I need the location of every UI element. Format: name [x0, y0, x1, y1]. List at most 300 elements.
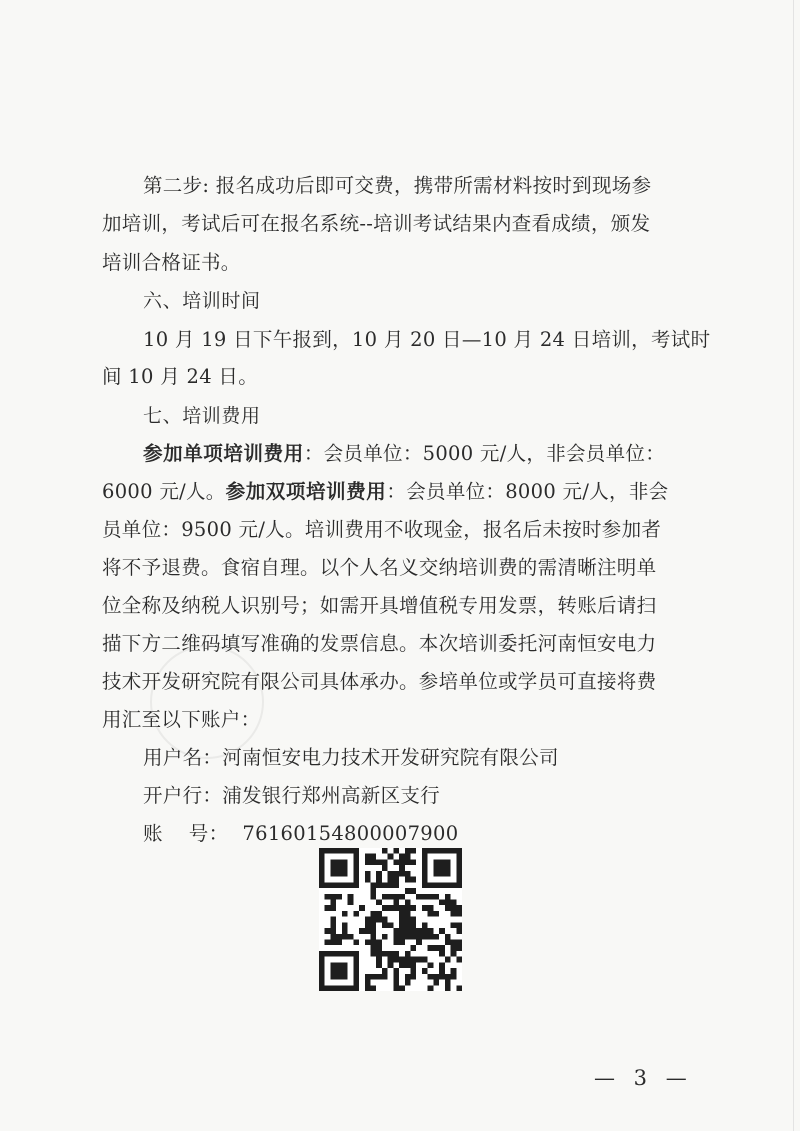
qr-module — [330, 934, 336, 940]
qr-module — [388, 951, 394, 957]
qr-module — [456, 865, 462, 871]
qr-module — [439, 974, 445, 980]
qr-module — [451, 922, 457, 928]
single-fee-nonmember: 6000 元/人。 — [102, 480, 226, 503]
qr-module — [365, 980, 371, 986]
qr-module — [370, 859, 376, 865]
qr-module — [336, 985, 342, 991]
qr-module — [325, 928, 331, 934]
qr-module — [393, 974, 399, 980]
qr-module — [342, 968, 348, 974]
single-fee-text: ：会员单位：5000 元/人，非会员单位： — [303, 442, 666, 465]
qr-module — [382, 848, 388, 854]
qr-module — [433, 980, 439, 986]
qr-module — [330, 922, 336, 928]
account-number-label: 账 号： — [143, 822, 229, 845]
account-name-line: 用户名：河南恒安电力技术开发研究院有限公司 — [143, 746, 559, 769]
qr-module — [433, 974, 439, 980]
qr-module — [353, 877, 359, 883]
qr-module — [405, 980, 411, 986]
qr-module — [445, 899, 451, 905]
qr-module — [353, 974, 359, 980]
qr-module — [405, 922, 411, 928]
qr-module — [451, 905, 457, 911]
qr-module — [393, 951, 399, 957]
qr-module — [388, 871, 394, 877]
qr-module — [325, 940, 331, 946]
qr-module — [422, 957, 428, 963]
qr-module — [456, 940, 462, 946]
paragraph-line: 将不予退费。食宿自理。以个人名义交纳培训费的需清晰注明单 — [102, 556, 657, 579]
qr-module — [365, 917, 371, 923]
qr-module — [319, 859, 325, 865]
qr-module — [411, 848, 417, 854]
qr-module — [433, 865, 439, 871]
paragraph-line: 技术开发研究院有限公司具体承办。参培单位或学员可直接将费 — [102, 670, 657, 693]
qr-module — [405, 848, 411, 854]
account-number-value: 76160154800007900 — [242, 822, 459, 845]
qr-module — [411, 934, 417, 940]
paragraph-line: 培训合格证书。 — [102, 251, 241, 274]
qr-module — [365, 877, 371, 883]
qr-module — [336, 940, 342, 946]
qr-module — [393, 928, 399, 934]
qr-module — [416, 894, 422, 900]
qr-module — [393, 968, 399, 974]
qr-module — [348, 985, 354, 991]
qr-module — [382, 859, 388, 865]
qr-module — [330, 985, 336, 991]
qr-module — [399, 962, 405, 968]
section-heading-training-time: 六、培训时间 — [143, 290, 261, 312]
qr-module — [319, 951, 325, 957]
qr-module — [422, 894, 428, 900]
qr-module — [319, 957, 325, 963]
faint-stamp-mark — [150, 645, 264, 759]
qr-module — [422, 848, 428, 854]
qr-module — [342, 848, 348, 854]
qr-module — [325, 905, 331, 911]
qr-module — [330, 848, 336, 854]
qr-module — [445, 980, 451, 986]
qr-module — [451, 911, 457, 917]
qr-module — [353, 980, 359, 986]
qr-module — [405, 957, 411, 963]
qr-module — [382, 894, 388, 900]
qr-module — [399, 905, 405, 911]
qr-module — [365, 859, 371, 865]
qr-module — [428, 911, 434, 917]
double-fee-label: 参加双项培训费用 — [225, 480, 387, 503]
qr-module — [416, 940, 422, 946]
qr-module — [348, 882, 354, 888]
qr-module — [405, 951, 411, 957]
qr-module — [456, 957, 462, 963]
qr-module — [376, 951, 382, 957]
qr-module — [353, 940, 359, 946]
qr-module — [382, 882, 388, 888]
qr-module — [445, 940, 451, 946]
qr-module — [399, 940, 405, 946]
qr-module — [388, 922, 394, 928]
qr-module — [330, 871, 336, 877]
qr-module — [422, 865, 428, 871]
qr-module — [433, 882, 439, 888]
qr-module — [330, 940, 336, 946]
qr-module — [330, 928, 336, 934]
qr-module — [342, 974, 348, 980]
qr-module — [319, 968, 325, 974]
fee-line-single — [143, 441, 743, 467]
qr-module — [399, 871, 405, 877]
qr-module — [399, 865, 405, 871]
qr-module — [456, 882, 462, 888]
qr-module — [411, 962, 417, 968]
qr-module — [336, 865, 342, 871]
qr-module — [445, 974, 451, 980]
qr-module — [422, 928, 428, 934]
qr-module — [342, 865, 348, 871]
qr-module — [405, 871, 411, 877]
qr-module — [416, 928, 422, 934]
qr-module — [393, 940, 399, 946]
qr-module — [456, 854, 462, 860]
qr-module — [433, 934, 439, 940]
qr-module — [382, 974, 388, 980]
qr-module — [370, 934, 376, 940]
qr-module — [365, 974, 371, 980]
qr-module — [445, 985, 451, 991]
qr-module — [325, 882, 331, 888]
qr-module — [376, 945, 382, 951]
qr-module — [336, 894, 342, 900]
paragraph-line: 用汇至以下账户： — [102, 708, 261, 731]
qr-module — [399, 917, 405, 923]
qr-module — [422, 882, 428, 888]
qr-module — [405, 859, 411, 865]
qr-module — [325, 985, 331, 991]
qr-module — [370, 951, 376, 957]
qr-module — [433, 911, 439, 917]
qr-module — [353, 957, 359, 963]
qr-module — [411, 905, 417, 911]
qr-module — [439, 871, 445, 877]
qr-module — [319, 865, 325, 871]
qr-module — [342, 985, 348, 991]
qr-module — [336, 951, 342, 957]
qr-module — [370, 911, 376, 917]
qr-module — [422, 859, 428, 865]
qr-module — [353, 871, 359, 877]
qr-module — [451, 945, 457, 951]
qr-module — [439, 968, 445, 974]
qr-module — [370, 974, 376, 980]
qr-module — [428, 934, 434, 940]
qr-module — [445, 865, 451, 871]
qr-module — [399, 894, 405, 900]
qr-module — [365, 922, 371, 928]
qr-module — [330, 962, 336, 968]
qr-module — [399, 934, 405, 940]
qr-module — [376, 859, 382, 865]
qr-module — [342, 951, 348, 957]
qr-module — [376, 877, 382, 883]
qr-module — [439, 882, 445, 888]
qr-module — [439, 962, 445, 968]
qr-module — [428, 905, 434, 911]
qr-module — [439, 859, 445, 865]
fee-line-double — [102, 479, 702, 505]
qr-module — [456, 928, 462, 934]
qr-module — [399, 985, 405, 991]
qr-module — [405, 934, 411, 940]
qr-module — [382, 917, 388, 923]
qr-module — [319, 877, 325, 883]
qr-module — [456, 877, 462, 883]
qr-module — [330, 865, 336, 871]
qr-module — [359, 905, 365, 911]
qr-module — [393, 957, 399, 963]
qr-module — [382, 905, 388, 911]
qr-module — [405, 888, 411, 894]
paragraph-line: 描下方二维码填写准确的发票信息。本次培训委托河南恒安电力 — [102, 632, 657, 655]
qr-module — [336, 962, 342, 968]
qr-module — [388, 854, 394, 860]
qr-module — [433, 945, 439, 951]
qr-module — [393, 848, 399, 854]
qr-module — [388, 877, 394, 883]
qr-module — [353, 985, 359, 991]
section-heading-training-fee: 七、培训费用 — [143, 405, 261, 427]
paragraph-line: 加培训，考试后可在报名系统--培训考试结果内查看成绩，颁发 — [102, 212, 651, 235]
qr-module — [388, 962, 394, 968]
qr-module — [422, 934, 428, 940]
qr-module — [428, 985, 434, 991]
qr-module — [370, 985, 376, 991]
qr-module — [399, 957, 405, 963]
qr-module — [405, 928, 411, 934]
qr-module — [411, 917, 417, 923]
qr-module — [376, 917, 382, 923]
qr-module — [342, 962, 348, 968]
qr-module — [451, 848, 457, 854]
qr-module — [342, 911, 348, 917]
qr-module — [370, 888, 376, 894]
qr-module — [353, 865, 359, 871]
qr-module — [422, 854, 428, 860]
invoice-qr-code[interactable] — [319, 848, 462, 991]
qr-module — [411, 957, 417, 963]
qr-module — [428, 945, 434, 951]
qr-module — [365, 871, 371, 877]
qr-module — [456, 859, 462, 865]
qr-module — [439, 848, 445, 854]
qr-module — [370, 894, 376, 900]
qr-module — [336, 882, 342, 888]
qr-module — [370, 854, 376, 860]
qr-module — [393, 980, 399, 986]
qr-module — [445, 905, 451, 911]
qr-module — [428, 882, 434, 888]
qr-module — [353, 848, 359, 854]
qr-module — [451, 899, 457, 905]
qr-module — [365, 985, 371, 991]
qr-module — [416, 957, 422, 963]
qr-module — [405, 854, 411, 860]
qr-module — [416, 934, 422, 940]
qr-module — [433, 871, 439, 877]
qr-module — [422, 877, 428, 883]
qr-module — [319, 848, 325, 854]
page-number: — 3 — — [594, 1066, 693, 1090]
qr-module — [411, 968, 417, 974]
qr-module — [399, 922, 405, 928]
qr-module — [428, 894, 434, 900]
qr-module — [365, 940, 371, 946]
qr-module — [376, 957, 382, 963]
qr-module — [330, 968, 336, 974]
qr-module — [422, 871, 428, 877]
qr-module — [393, 899, 399, 905]
qr-module — [336, 871, 342, 877]
qr-module — [319, 854, 325, 860]
double-fee-text: ：会员单位：8000 元/人，非会 — [386, 480, 669, 503]
qr-module — [342, 871, 348, 877]
qr-module — [445, 848, 451, 854]
qr-module — [399, 911, 405, 917]
qr-module — [319, 882, 325, 888]
qr-module — [456, 848, 462, 854]
qr-module — [445, 894, 451, 900]
qr-module — [342, 934, 348, 940]
qr-module — [411, 974, 417, 980]
qr-module — [439, 928, 445, 934]
qr-module — [422, 922, 428, 928]
qr-module — [330, 882, 336, 888]
qr-module — [376, 899, 382, 905]
page-edge — [793, 0, 794, 1131]
qr-module — [388, 894, 394, 900]
qr-module — [428, 848, 434, 854]
qr-module — [399, 854, 405, 860]
qr-module — [428, 928, 434, 934]
qr-module — [445, 871, 451, 877]
qr-module — [330, 894, 336, 900]
qr-module — [388, 905, 394, 911]
qr-module — [422, 968, 428, 974]
qr-module — [393, 985, 399, 991]
qr-module — [405, 877, 411, 883]
qr-module — [330, 917, 336, 923]
paragraph-line: 间 10 月 24 日。 — [102, 365, 259, 388]
qr-module — [325, 951, 331, 957]
qr-module — [325, 848, 331, 854]
qr-module — [342, 922, 348, 928]
qr-module — [451, 882, 457, 888]
qr-module — [405, 917, 411, 923]
qr-module — [342, 859, 348, 865]
qr-module — [456, 922, 462, 928]
paragraph-line: 员单位：9500 元/人。培训费用不收现金，报名后未按时参加者 — [102, 518, 662, 541]
qr-module — [342, 928, 348, 934]
qr-module — [411, 859, 417, 865]
qr-module — [348, 934, 354, 940]
qr-module — [376, 962, 382, 968]
qr-module — [359, 928, 365, 934]
qr-module — [445, 934, 451, 940]
qr-module — [348, 848, 354, 854]
qr-module — [428, 974, 434, 980]
qr-module — [393, 877, 399, 883]
qr-module — [388, 957, 394, 963]
qr-module — [330, 899, 336, 905]
qr-module — [439, 951, 445, 957]
paragraph-line: 10 月 19 日下午报到，10 月 20 日—10 月 24 日培训，考试时 — [143, 328, 711, 351]
qr-module — [370, 922, 376, 928]
qr-module — [382, 922, 388, 928]
qr-module — [376, 911, 382, 917]
qr-module — [336, 859, 342, 865]
qr-module — [353, 882, 359, 888]
qr-module — [456, 985, 462, 991]
qr-module — [433, 848, 439, 854]
qr-module — [330, 974, 336, 980]
qr-module — [433, 859, 439, 865]
qr-module — [348, 951, 354, 957]
qr-module — [399, 928, 405, 934]
qr-module — [456, 871, 462, 877]
qr-module — [405, 899, 411, 905]
qr-module — [370, 882, 376, 888]
qr-module — [405, 962, 411, 968]
qr-module — [376, 940, 382, 946]
qr-module — [382, 934, 388, 940]
account-bank-line: 开户行：浦发银行郑州高新区支行 — [143, 784, 441, 807]
qr-module — [445, 859, 451, 865]
qr-module — [405, 905, 411, 911]
qr-module — [370, 940, 376, 946]
qr-module — [445, 882, 451, 888]
qr-module — [376, 882, 382, 888]
qr-module — [348, 899, 354, 905]
qr-module — [330, 905, 336, 911]
qr-module — [411, 877, 417, 883]
qr-module — [411, 922, 417, 928]
qr-module — [376, 974, 382, 980]
qr-module — [353, 911, 359, 917]
qr-module — [393, 882, 399, 888]
qr-module — [370, 945, 376, 951]
qr-module — [330, 859, 336, 865]
qr-module — [319, 985, 325, 991]
qr-module — [370, 928, 376, 934]
qr-module — [393, 905, 399, 911]
qr-module — [393, 934, 399, 940]
qr-module — [393, 894, 399, 900]
qr-module — [411, 888, 417, 894]
qr-module — [451, 940, 457, 946]
qr-module — [370, 917, 376, 923]
qr-module — [393, 859, 399, 865]
qr-module — [382, 968, 388, 974]
qr-module — [405, 974, 411, 980]
qr-module — [365, 854, 371, 860]
qr-module — [411, 945, 417, 951]
qr-module — [422, 905, 428, 911]
paragraph-line: 位全称及纳税人识别号；如需开具增值税专用发票，转账后请扫 — [102, 594, 657, 617]
qr-module — [451, 968, 457, 974]
qr-module — [433, 894, 439, 900]
